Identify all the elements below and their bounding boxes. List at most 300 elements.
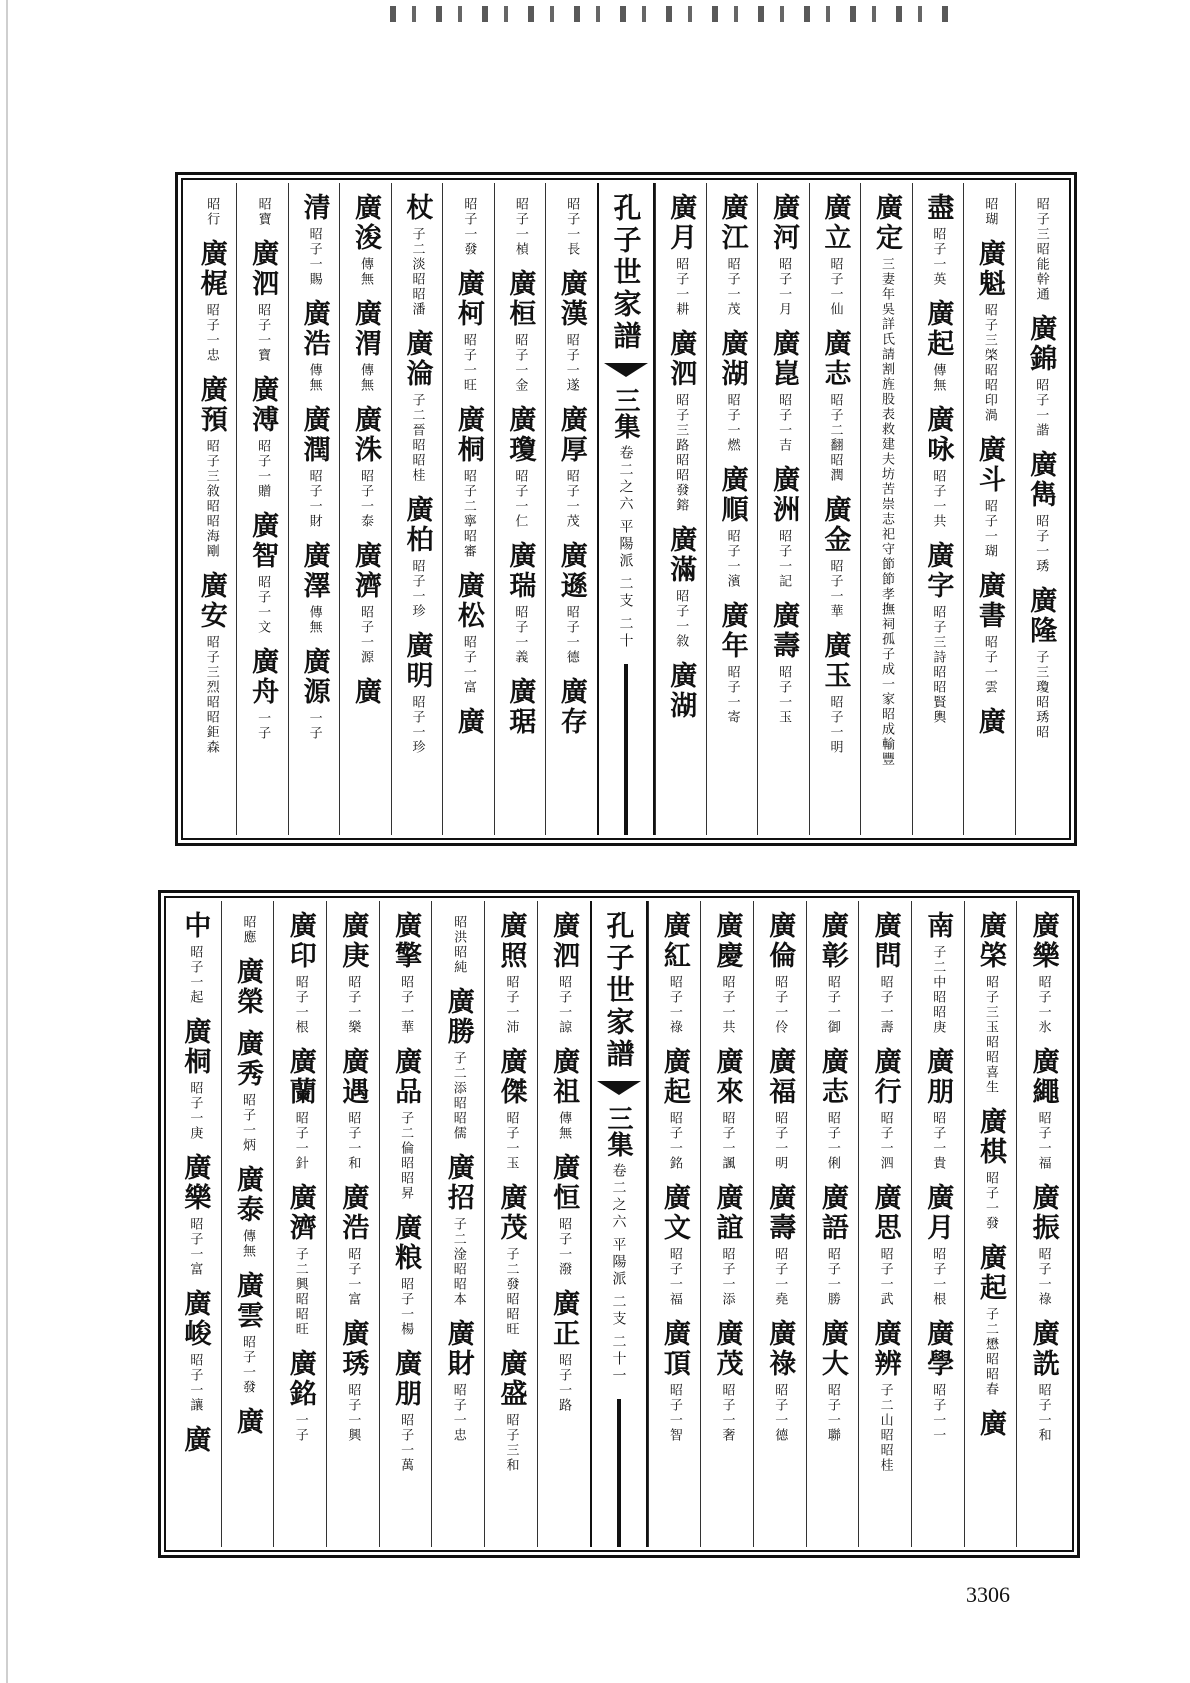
person-entry [658,911,690,1035]
person-name: 廣振 [1027,1183,1059,1243]
genealogy-column [431,901,484,1547]
person-name: 廣起 [922,299,954,359]
descendant-note: 昭子一珍 [409,695,425,755]
genealogy-column [757,183,808,835]
person-entry [974,1409,1006,1439]
descendant-note: 昭應 [240,915,256,945]
person-name: 廣福 [764,1047,796,1107]
person-name: 廣 [973,707,1005,737]
descendant-note: 子二晉昭昭桂 [409,393,425,483]
person-entry [179,1017,211,1141]
descendant-note: 一子 [292,1413,308,1443]
person-entry [350,193,382,287]
descendant-note: 昭子一玉 [776,665,792,725]
person-entry [973,239,1005,423]
person-entry [716,465,748,589]
person-entry [658,1183,690,1307]
person-entry [711,1183,743,1307]
person-entry [665,329,697,513]
person-entry [179,1425,211,1455]
person-entry [179,1153,211,1277]
person-entry [973,435,1005,559]
genealogy-column [545,183,596,835]
descendant-note: 昭子一寄 [724,665,740,725]
person-entry [401,329,433,483]
descendant-note: 昭子一路 [556,1353,572,1413]
person-entry [255,193,271,227]
person-name: 廣字 [922,541,954,601]
descendant-note: 昭子一長 [564,197,580,257]
person-entry [232,957,264,1017]
person-entry [922,911,954,1035]
descendant-note: 昭子三敘昭昭海剛 [203,439,219,559]
person-entry [504,269,536,393]
person-name: 廣濟 [350,541,382,601]
descendant-note: 昭子一雲 [981,635,997,695]
descendant-note: 昭子一武 [877,1247,893,1307]
person-name: 廣厚 [555,405,587,465]
descendant-note: 昭子一茂 [724,257,740,317]
person-entry [869,1183,901,1307]
person-name: 廣柏 [401,495,433,555]
person-name: 廣問 [869,911,901,971]
person-name: 廣恒 [548,1153,580,1213]
person-name: 廣起 [974,1243,1006,1303]
person-entry [247,511,279,635]
person-entry [548,1153,580,1277]
person-entry [768,329,800,453]
person-name: 廣 [350,677,382,707]
person-entry [819,193,851,317]
person-entry [973,571,1005,695]
descendant-note: 昭子一和 [1035,1383,1051,1443]
person-name: 廣浩 [337,1183,369,1243]
person-name: 廣遜 [555,541,587,601]
person-name: 廣河 [768,193,800,253]
descendant-note: 昭子一根 [292,975,308,1035]
genealogy-column [648,901,701,1547]
person-entry [869,911,901,1035]
person-name: 廣品 [390,1047,422,1107]
descendant-note: 昭子一伶 [772,975,788,1035]
person-name: 廣朋 [922,1047,954,1107]
person-entry [922,1183,954,1307]
center-rule [624,664,628,835]
descendant-note: 子二淡昭昭潘 [409,227,425,317]
person-entry [1027,1183,1059,1307]
descendant-note: 傳無 [306,605,322,635]
descendant-note: 傳無 [358,257,374,287]
person-name: 廣魁 [973,239,1005,299]
descendant-note: 昭子一祿 [666,975,682,1035]
section-label: 卷二之六 [617,445,634,513]
descendant-note: 昭子一祿 [1035,1247,1051,1307]
person-name: 廣琚 [504,677,536,737]
person-name: 廣智 [247,511,279,571]
person-entry [232,1407,264,1437]
person-entry [665,193,697,317]
genealogy-column [288,183,339,835]
person-entry [819,495,851,619]
descendant-note: 昭子一一 [930,1383,946,1443]
person-entry [337,1183,369,1307]
descendant-note: 昭子一起 [187,945,203,1005]
person-name: 廣源 [298,647,330,707]
person-entry [711,1047,743,1171]
genealogy-column [391,183,442,835]
genealogy-column [169,901,221,1547]
person-entry [350,299,382,393]
descendant-note: 昭子一賜 [306,227,322,287]
person-name: 廣來 [711,1047,743,1107]
descendant-note: 昭子一和 [345,1111,361,1171]
descendant-note: 昭子一瑚 [981,499,997,559]
person-name: 廣辨 [869,1319,901,1379]
genealogy-column [221,901,274,1547]
person-name: 廣順 [716,465,748,525]
genealogy-column [494,183,545,835]
collection-title: 三集 [610,387,640,439]
person-entry [665,661,697,721]
person-name: 廣文 [658,1183,690,1243]
person-entry [816,911,848,1035]
person-entry [711,911,743,1035]
fishtail-mark [604,363,648,377]
descendant-note: 昭子一濱 [724,529,740,589]
descendant-note: 昭子一潑 [556,1217,572,1277]
person-entry [337,1047,369,1171]
person-entry [555,541,587,665]
genealogy-column [809,183,860,835]
person-name: 廣泗 [247,239,279,299]
descendant-note: 昭子一福 [1035,1111,1051,1171]
descendant-note: 子二添昭昭儒 [450,1051,466,1141]
descendant-note: 子二山昭昭桂 [877,1383,893,1473]
person-entry [495,1183,527,1337]
descendant-note: 昭子二翻昭潤 [827,393,843,483]
descendant-note: 一子 [255,711,271,741]
person-name: 廣慶 [711,911,743,971]
descendant-note: 子三瓊昭琇昭 [1033,650,1049,740]
descendant-note: 傳無 [306,363,322,393]
person-name: 廣立 [819,193,851,253]
person-entry [460,193,476,257]
descendant-note: 昭子一勝 [824,1247,840,1307]
person-name: 廣浚 [350,193,382,253]
title-column [590,901,648,1547]
branch-label: 平陽派 [617,519,634,570]
genealogy-column [860,183,911,835]
person-entry [495,1047,527,1171]
person-name: 廣頂 [658,1319,690,1379]
person-name: 廣倫 [764,911,796,971]
person-entry [298,405,330,529]
person-name: 廣樂 [179,1153,211,1213]
person-entry [1033,193,1049,302]
person-entry [922,405,954,529]
person-entry [1027,1319,1059,1443]
person-entry [247,239,279,363]
descendant-note: 昭子一德 [772,1383,788,1443]
person-name: 廣年 [716,601,748,661]
branch-label: 平陽派 [610,1237,627,1288]
person-entry [974,1243,1006,1397]
descendant-note: 昭寶 [255,197,271,227]
descendant-note: 昭子一玉 [503,1111,519,1171]
person-name: 廣瓊 [504,405,536,465]
descendant-note: 昭子一富 [460,635,476,695]
descendant-note: 昭子一記 [776,529,792,589]
person-name: 廣志 [816,1047,848,1107]
descendant-note: 昭子三和 [503,1413,519,1473]
genealogy-column [1015,183,1066,835]
genealogy-column [706,183,757,835]
descendant-note: 昭子一贈 [255,439,271,499]
person-entry [922,1319,954,1443]
descendant-note: 子二倫昭昭昇 [398,1111,414,1201]
descendant-note: 昭子一吉 [776,393,792,453]
person-name: 廣粮 [390,1213,422,1273]
person-name: 廣預 [195,375,227,435]
descendant-note: 子二興昭昭旺 [292,1247,308,1337]
book-title: 孔子世家譜 [609,193,643,353]
descendant-note: 昭子一發 [240,1335,256,1395]
person-entry [350,541,382,665]
descendant-note: 昭子三烈昭昭鉅森 [203,635,219,755]
person-name: 廣書 [973,571,1005,631]
descendant-note: 昭子一氷 [1035,975,1051,1035]
descendant-note: 昭子一琇 [1033,514,1049,574]
person-name: 廣庚 [337,911,369,971]
person-entry [816,1183,848,1307]
descendant-note: 昭子一義 [512,605,528,665]
person-entry [284,1047,316,1171]
person-name: 廣茂 [495,1183,527,1243]
descendant-note: 昭子一泗 [877,1111,893,1171]
page-number: 3306 [966,1582,1010,1607]
person-entry [981,193,997,227]
person-entry [452,269,484,393]
person-name: 廣 [179,1425,211,1455]
person-entry [555,269,587,393]
descendant-note: 昭子一銘 [666,1111,682,1171]
person-name: 廣 [974,1409,1006,1439]
descendant-note: 子二發昭昭旺 [503,1247,519,1337]
column-container [186,183,1066,835]
person-entry [452,707,484,737]
person-name: 廣語 [816,1183,848,1243]
person-entry [716,601,748,725]
genealogy-column [858,901,911,1547]
descendant-note: 子二淦昭昭本 [450,1217,466,1307]
person-entry [563,193,579,257]
descendant-note: 昭子一沛 [503,975,519,1035]
person-entry [442,1153,474,1307]
descendant-note: 子二懋昭昭春 [982,1307,998,1397]
title-column [597,183,655,835]
column-container [169,901,1069,1547]
person-entry [232,1029,264,1153]
person-entry [442,1319,474,1443]
descendant-note: 昭子一智 [666,1383,682,1443]
person-name: 廣蘭 [284,1047,316,1107]
collection-title: 三集 [603,1105,633,1157]
descendant-note: 昭子一英 [930,227,946,287]
person-name: 廣招 [442,1153,474,1213]
person-name: 廣棨 [974,911,1006,971]
descendant-note: 一子 [306,711,322,741]
person-name: 盡 [922,193,954,223]
person-entry [350,405,382,529]
person-entry [247,375,279,499]
person-name: 廣行 [869,1047,901,1107]
descendant-note: 昭子一共 [930,469,946,529]
person-entry [179,1289,211,1413]
person-name: 廣月 [922,1183,954,1243]
descendant-note: 昭子一金 [512,333,528,393]
genealogy-column [442,183,493,835]
person-name: 清 [298,193,330,223]
person-name: 廣壽 [768,601,800,661]
descendant-note: 昭子一添 [719,1247,735,1307]
person-name: 廣大 [816,1319,848,1379]
person-name: 廣淪 [401,329,433,389]
person-name: 廣江 [716,193,748,253]
person-name: 廣繩 [1027,1047,1059,1107]
person-entry [870,193,902,767]
descendant-note: 昭子一遂 [563,333,579,393]
person-name: 廣茂 [711,1319,743,1379]
person-entry [232,1165,264,1259]
person-entry [401,631,433,755]
genealogy-column [1016,901,1069,1547]
person-entry [711,1319,743,1443]
descendant-note: 昭子一明 [827,695,843,755]
descendant-note: 昭子一聯 [824,1383,840,1443]
descendant-note: 昭子一讓 [187,1353,203,1413]
person-name: 廣思 [869,1183,901,1243]
genealogy-column [963,183,1014,835]
descendant-note: 昭行 [204,197,220,227]
descendant-note: 昭子三路昭昭發鎔 [673,393,689,513]
descendant-note: 昭子三詩昭昭賢輿 [930,605,946,725]
person-entry [768,193,800,317]
person-entry [450,911,466,975]
person-entry [922,299,954,393]
descendant-note: 昭子一泰 [358,469,374,529]
person-entry [390,1047,422,1201]
descendant-note: 昭子一萬 [398,1413,414,1473]
person-name: 廣照 [495,911,527,971]
person-name: 廣桐 [179,1017,211,1077]
person-entry [1027,911,1059,1035]
genealogy-page-lower [158,890,1080,1558]
person-name: 廣祖 [548,1047,580,1107]
person-entry [350,677,382,707]
person-name: 廣雲 [232,1271,264,1331]
person-name: 廣濟 [284,1183,316,1243]
person-name: 廣柯 [452,269,484,329]
person-name: 廣月 [665,193,697,253]
person-name: 廣咏 [922,405,954,465]
genealogy-column [326,901,379,1547]
descendant-note: 昭子一旺 [460,333,476,393]
descendant-note: 昭子一諧 [1033,378,1049,438]
scan-top-marks [390,6,950,22]
sub-branch-label: 二支 [610,1294,627,1328]
descendant-note: 昭子一發 [461,197,477,257]
person-entry [284,1349,316,1443]
descendant-note: 昭子一發 [982,1171,998,1231]
person-entry [665,525,697,649]
person-entry [819,631,851,755]
person-name: 廣泗 [665,329,697,389]
person-name: 廣秀 [232,1029,264,1089]
genealogy-column [912,183,963,835]
person-entry [504,541,536,665]
person-entry [658,1047,690,1171]
person-entry [1025,586,1057,740]
descendant-note: 昭子一德 [563,605,579,665]
descendant-note: 昭子一富 [187,1217,203,1277]
person-entry [922,193,954,287]
descendant-note: 子二中昭昭庚 [930,945,946,1035]
person-name: 廣詵 [1027,1319,1059,1379]
person-entry [179,911,211,1005]
person-name: 廣錦 [1025,314,1057,374]
descendant-note: 昭子一俐 [824,1111,840,1171]
person-name: 廣壽 [764,1183,796,1243]
person-name: 廣棋 [974,1107,1006,1167]
person-name: 廣安 [195,571,227,631]
person-entry [390,1213,422,1337]
person-entry [764,1183,796,1307]
scan-edge-line [6,0,8,1683]
genealogy-column [484,901,537,1547]
person-entry [922,1047,954,1171]
person-entry [548,911,580,1035]
person-name: 廣財 [442,1319,474,1379]
descendant-note: 昭子一奢 [719,1383,735,1443]
genealogy-column [537,901,590,1547]
person-name: 廣洙 [350,405,382,465]
person-name: 廣金 [819,495,851,555]
person-name: 廣玉 [819,631,851,691]
person-name: 中 [179,911,211,941]
person-entry [390,911,422,1035]
descendant-note: 昭子三棨昭昭印渦 [981,303,997,423]
person-name: 廣存 [555,677,587,737]
fishtail-mark [597,1081,641,1095]
person-entry [869,1319,901,1473]
descendant-note: 昭子一炳 [240,1093,256,1153]
person-name: 廣崑 [768,329,800,389]
person-entry [298,299,330,393]
section-label: 卷二之六 [610,1163,627,1231]
person-name: 廣朋 [390,1349,422,1409]
genealogy-column [806,901,859,1547]
person-entry [1025,450,1057,574]
person-name: 廣峻 [179,1289,211,1349]
person-name: 廣瑞 [504,541,536,601]
person-entry [298,541,330,635]
person-name: 廣舟 [247,647,279,707]
person-entry [195,239,227,363]
person-name: 廣梶 [195,239,227,299]
descendant-note: 昭子三玉昭昭喜生 [982,975,998,1095]
descendant-note: 昭子一針 [292,1111,308,1171]
genealogy-column [339,183,390,835]
